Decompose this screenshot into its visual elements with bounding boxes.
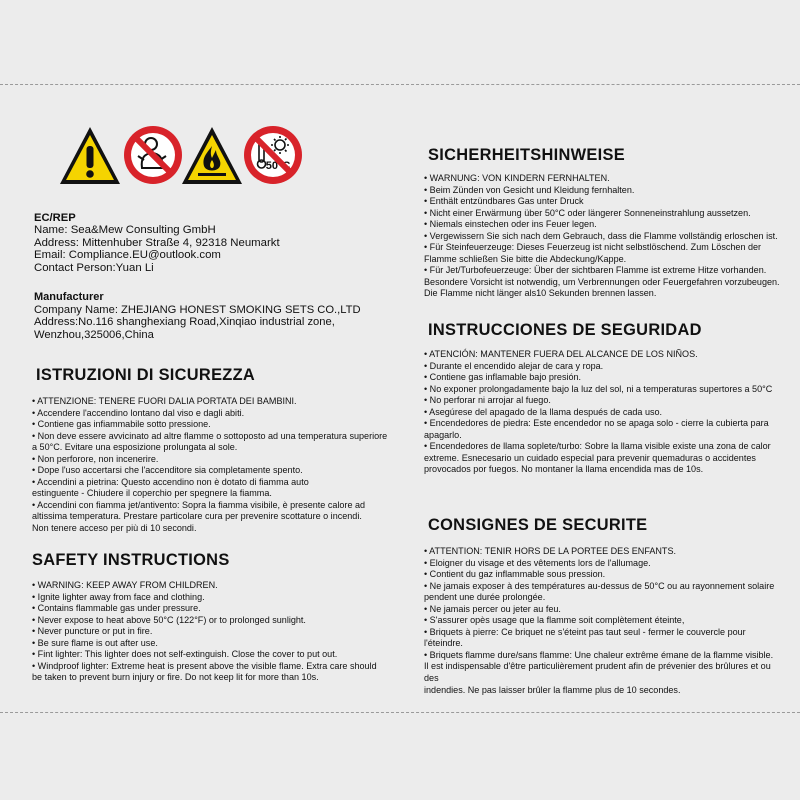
top-cut-line	[0, 84, 800, 85]
warning-icons-row	[58, 124, 304, 190]
instruction-line: • No perforar ni arrojar al fuego.	[424, 395, 551, 406]
instruction-line: • ATTENTION: TENIR HORS DE LA PORTEE DES ENFANTS.	[424, 546, 677, 556]
instruction-line: • Fint lighter: This lighter does not self-extinguish. Close the cover to put out.	[32, 649, 338, 660]
instruction-line: • Briquets flamme dure/sans flamme: Une chaleur extrême émane de la flamme visible.	[424, 649, 774, 660]
bottom-cut-line	[0, 712, 800, 713]
instruction-line: • Asegúrese del apagado de la llama después de cada uso.	[424, 406, 663, 417]
instruction-line: • Accendini a pietrina: Questo accendino non è dotato di fiamma auto	[32, 476, 309, 487]
ec-rep-contact: Contact Person:Yuan Li	[34, 261, 154, 274]
spanish-section	[424, 321, 788, 476]
french-items	[424, 546, 784, 696]
instruction-line: • Accendere l'accendino lontano dal viso e dagli abiti.	[32, 407, 245, 418]
instruction-line: apagarlo.	[424, 429, 462, 440]
english-title: SAFETY INSTRUCTIONS	[32, 551, 230, 569]
instruction-line: • S'assurer opès usage que la flamme soit complètement éteinte,	[424, 615, 685, 626]
spanish-title: INSTRUCCIONES DE SEGURIDAD	[428, 321, 702, 339]
instruction-line: • Contiene gas infiammabile sotto pressione.	[32, 419, 211, 430]
flammable-icon	[180, 124, 244, 188]
instruction-line: • Contiene gas inflamable bajo presión.	[424, 372, 582, 383]
instruction-line: • Briquets à pierre: Ce briquet ne s'éteint pas taut seul - fermer le couvercle pour l'éteindre.	[424, 626, 749, 649]
instruction-line: • Ne jamais percer ou jeter au feu.	[424, 603, 561, 614]
instruction-line: • ATENCIÓN: MANTENER FUERA DEL ALCANCE DE LOS NIÑOS.	[424, 349, 698, 359]
spanish-items	[424, 349, 788, 476]
instruction-line: • Non perforore, non incenerire.	[32, 453, 159, 464]
instruction-line: a 50°C. Evitare una esposizione prolungata al sole.	[32, 442, 238, 453]
ec-rep-name: Name: Sea&Mew Consulting GmbH	[34, 224, 216, 237]
instruction-line: Besondere Vorsicht ist notwendig, um Verbrennungen oder Feuergefahren vorzubeugen.	[424, 276, 780, 287]
instruction-line: • Contient du gaz inflammable sous pression.	[424, 569, 606, 580]
instruction-line: • Encendedores de llama soplete/turbo: Sobre la llama visible existe una zona de calor	[424, 441, 771, 452]
instruction-line: • Never puncture or put in fire.	[32, 626, 153, 637]
instruction-line: • Non deve essere avvicinato ad altre flamme o sottoposto ad una temperatura superiore	[32, 430, 388, 441]
french-section	[424, 516, 784, 696]
german-section	[424, 146, 786, 300]
instruction-line: • Nicht einer Erwärmung über 50°C oder längerer Sonneneinstrahlung aussetzen.	[424, 207, 751, 218]
italian-items	[32, 396, 408, 535]
instruction-line: • Ne jamais exposer à des températures au-dessus de 50°C ou au rayonnement solaire	[424, 580, 775, 591]
german-title: SICHERHEITSHINWEISE	[428, 146, 625, 164]
instruction-line: • Für Steinfeuerzeuge: Dieses Feuerzeug ist nicht selbstlöschend. Zum Löschen der	[424, 242, 762, 253]
manufacturer-company: Company Name: ZHEJIANG HONEST SMOKING SETS CO.,LTD	[34, 303, 361, 316]
instruction-line: indendies. Ne pas laisser brûler la flamme plus de 10 secondes.	[424, 684, 681, 695]
temperature-label: 50°C	[265, 160, 291, 172]
instruction-line: • Vergewissern Sie sich nach dem Gebrauch, dass die Flamme vollständig erloschen ist.	[424, 230, 778, 241]
ec-rep-email: Email: Compliance.EU@outlook.com	[34, 249, 221, 262]
instruction-line: • Be sure flame is out after use.	[32, 637, 158, 648]
french-title: CONSIGNES DE SECURITE	[428, 516, 648, 534]
instruction-line: • Ignite lighter away from face and clothing.	[32, 591, 205, 602]
no-children-icon	[122, 124, 184, 186]
instruction-line: • Windproof lighter: Extreme heat is present above the visible flame. Extra care should	[32, 660, 377, 671]
instruction-line: Die Flamme nicht länger als10 Sekunden brennen lassen.	[424, 288, 657, 299]
instruction-line: altissima temperatura. Prestare particolare cura per prevenire scottature o incendi.	[32, 511, 362, 522]
manufacturer-block	[34, 291, 404, 341]
instruction-line: estinguente - Chiudere il coperchio per spegnere la fiamma.	[32, 488, 272, 499]
manufacturer-city: Wenzhou,325006,China	[34, 328, 154, 341]
instruction-line: extreme. Esnecesario un cuidado especial para prevenir quemaduras o accidentes	[424, 452, 756, 463]
manufacturer-heading: Manufacturer	[34, 291, 104, 303]
manufacturer-address: Address:No.116 shanghexiang Road,Xinqiao industrial zone,	[34, 316, 335, 329]
instruction-line: • Enthält entzündbares Gas unter Druck	[424, 196, 584, 207]
instruction-line: • Für Jet/Turbofeuerzeuge: Über der sichtbaren Flamme ist extreme Hitze vorhanden.	[424, 265, 767, 276]
instruction-line: be taken to prevent burn injury or fire. Do not keep lit for more than 10s.	[32, 672, 319, 683]
instruction-line: • No exponer prolongadamente bajo la luz del sol, ni a temperaturas supertores a 50°C	[424, 383, 773, 394]
ec-rep-address: Address: Mittenhuber Straße 4, 92318 Neumarkt	[34, 236, 280, 249]
english-items	[32, 580, 414, 684]
instruction-line: • Contains flammable gas under pressure.	[32, 603, 201, 614]
instruction-line: provocados por fuegos. No montaner la llama encendida mas de 10s.	[424, 464, 704, 475]
english-section	[32, 551, 414, 684]
instruction-line: Flamme schließen Sie bitte die Abdeckung/Kappe.	[424, 253, 627, 264]
german-items	[424, 173, 786, 300]
instruction-line: • Encendedores de piedra: Este encendedor no se apaga solo - cierre la cubierta para	[424, 418, 769, 429]
instruction-line: • Dope l'uso accertarsi che l'accenditore sia completamente spento.	[32, 465, 303, 476]
instruction-line: pendent une durée prolongée.	[424, 592, 546, 603]
warning-triangle-icon	[58, 124, 122, 188]
instruction-line: • Eloigner du visage et des vêtements lors de l'allumage.	[424, 557, 651, 568]
instruction-line: • Accendini con fiamma jet/antivento: Sopra la fiamma visibile, è presente calore ad	[32, 499, 366, 510]
ec-rep-heading: EC/REP	[34, 212, 76, 224]
instruction-line: • Durante el encendido alejar de cara y ropa.	[424, 360, 604, 371]
instruction-line: • WARNUNG: VON KINDERN FERNHALTEN.	[424, 173, 610, 183]
instruction-line: • WARNING: KEEP AWAY FROM CHILDREN.	[32, 580, 218, 590]
italian-section	[32, 366, 408, 535]
instruction-line: Il est indispensable d'être particulièrement prudent afin de prévenier des brûlures et ou des	[424, 661, 774, 684]
instruction-line: • Niemals einstechen oder ins Feuer legen.	[424, 219, 597, 230]
instruction-line: • ATTENZIONE: TENERE FUORI DALIA PORTATA DEI BAMBINI.	[32, 396, 297, 406]
instruction-line: • Never expose to heat above 50°C (122°F) or to prolonged sunlight.	[32, 614, 306, 625]
no-heat-sunlight-icon	[242, 124, 304, 186]
instruction-line: Non tenere acceso per più di 10 secondi.	[32, 523, 197, 534]
italian-title: ISTRUZIONI DI SICUREZZA	[36, 366, 256, 384]
ec-rep-block	[34, 212, 394, 274]
instruction-line: • Beim Zünden von Gesicht und Kleidung fernhalten.	[424, 184, 635, 195]
